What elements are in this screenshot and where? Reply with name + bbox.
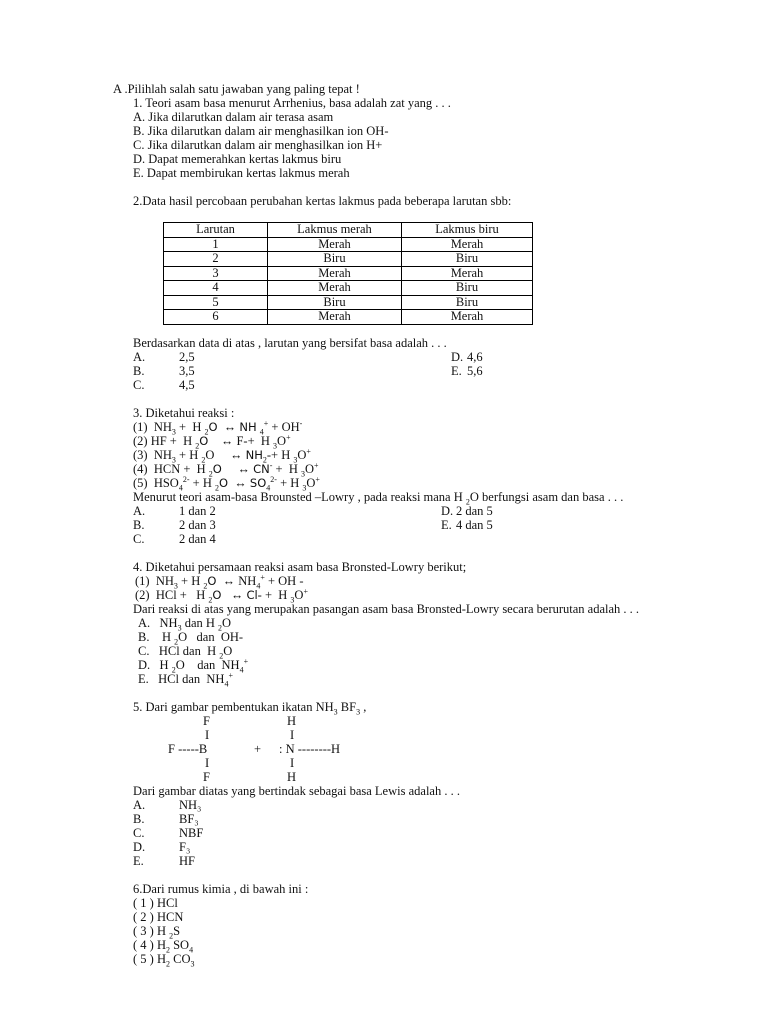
table-cell: Biru <box>268 295 402 310</box>
q1-option-d: D. Dapat memerahkan kertas lakmus biru <box>133 152 342 166</box>
q2-question: Berdasarkan data di atas , larutan yang bersifat basa adalah . . . <box>133 336 447 350</box>
q6-formula-4: ( 4 ) $H_2$ $SO_4$ <box>133 938 194 955</box>
q5-option-c-text: NBF <box>179 826 204 840</box>
q6-formula-1: ( 1 ) HCl <box>133 896 178 910</box>
q3-option-a-letter: A. <box>133 504 146 518</box>
table-cell: Merah <box>402 237 533 252</box>
q3-option-a-text: 1 dan 2 <box>179 504 216 518</box>
q3-question: Menurut teori asam-basa Brounsted –Lowry , pada reaksi mana H $_2$O berfungsi asam dan basa . . . <box>133 490 624 507</box>
q1-option-b: B. Jika dilarutkan dalam air menghasilkan ion OH- <box>133 124 389 138</box>
q6-formula-2: ( 2 ) HCN <box>133 910 184 924</box>
q2-option-c-letter: C. <box>133 378 145 392</box>
table-cell: Biru <box>268 252 402 267</box>
q3-option-b-text: 2 dan 3 <box>179 518 216 532</box>
bond-b-top: I <box>205 728 210 742</box>
table-row <box>164 252 533 267</box>
q6-formula-5: ( 5 ) $H_2$ $CO_3$ <box>133 952 195 969</box>
q2-stem: 2.Data hasil percobaan perubahan kertas lakmus pada beberapa larutan sbb: <box>133 194 512 208</box>
q1-stem: 1. Teori asam basa menurut Arrhenius, basa adalah zat yang . . . <box>133 96 451 110</box>
table-cell: Merah <box>268 266 402 281</box>
q5-stem-part-a: 5. Dari gambar pembentukan ikatan NH <box>133 700 334 714</box>
q3-reaction-1: (1) $NH_3 + H$ $_2$O ↔ NH $_4$+ + OH- <box>133 418 303 437</box>
atom-h-bottom: H <box>287 770 297 784</box>
q3-option-d-letter: D. <box>441 504 454 518</box>
q1-option-e: E. Dapat membirukan kertas lakmus merah <box>133 166 350 180</box>
q5-option-d-letter: D. <box>133 840 146 854</box>
q4-reaction-2: (2) HCl + H $_2$O ↔ Cl- + H $_3$O+ <box>135 586 308 605</box>
q2-option-e-letter: E. <box>451 364 462 378</box>
table-cell: Merah <box>402 266 533 281</box>
q3-question-part-a: Menurut teori asam-basa Brounsted –Lowry , pada reaksi mana H <box>133 490 463 504</box>
table-cell: Merah <box>402 310 533 325</box>
nh3-center: : N --------H <box>279 742 341 756</box>
q4-option-a: A. $NH_3$ dan H $_2$O <box>138 616 232 633</box>
bf3-center: F -----B <box>168 742 208 756</box>
atom-f-top: F <box>203 714 210 728</box>
bond-n-top: I <box>290 728 295 742</box>
q5-option-a-text: NH₃ <box>179 798 202 812</box>
q6-formula-3: ( 3 ) H $_2$S <box>133 924 181 941</box>
section-heading: A .Pilihlah salah satu jawaban yang paling tepat ! <box>113 82 360 96</box>
q3-option-c-text: 2 dan 4 <box>179 532 216 546</box>
table-header-row <box>164 223 533 238</box>
q4-option-e: E. HCl dan $NH_4^+$ <box>138 670 233 689</box>
table-header: Lakmus biru <box>402 223 533 238</box>
table-cell: Merah <box>268 237 402 252</box>
table-cell: Biru <box>402 252 533 267</box>
bond-n-bottom: I <box>290 756 295 770</box>
litmus-table <box>163 222 533 325</box>
q2-option-c-text: 4,5 <box>179 378 195 392</box>
table-cell: Biru <box>402 295 533 310</box>
q2-option-d-letter: D. <box>451 350 464 364</box>
plus-sign: + <box>254 742 262 756</box>
q2-option-b-text: 3,5 <box>179 364 195 378</box>
q3-option-b-letter: B. <box>133 518 145 532</box>
q2-option-a-letter: A. <box>133 350 146 364</box>
table-row <box>164 281 533 296</box>
q6-stem: 6.Dari rumus kimia , di bawah ini : <box>133 882 309 896</box>
q5-option-b-text: BF₃ <box>179 812 199 826</box>
q3-stem: 3. Diketahui reaksi : <box>133 406 235 420</box>
q5-option-d-text: F₃ <box>179 840 191 854</box>
q3-option-d-text: 2 dan 5 <box>456 504 493 518</box>
q4-option-c: C. HCl dan H $_2$O <box>138 644 233 661</box>
table-cell: 2 <box>164 252 268 267</box>
q2-option-a-text: 2,5 <box>179 350 195 364</box>
table-cell: 1 <box>164 237 268 252</box>
q4-question: Dari reaksi di atas yang merupakan pasangan asam basa Bronsted-Lowry secara berurutan adalah . . . <box>133 602 640 616</box>
table-header: Larutan <box>164 223 268 238</box>
q3-option-e-letter: E. <box>441 518 452 532</box>
q4-option-d: D. H $_2$O dan $NH_4^+$ <box>138 656 249 675</box>
atom-f-bottom: F <box>203 770 210 784</box>
table-row <box>164 295 533 310</box>
table-cell: 6 <box>164 310 268 325</box>
q4-stem: 4. Diketahui persamaan reaksi asam basa Bronsted-Lowry berikut; <box>133 560 467 574</box>
table-row <box>164 310 533 325</box>
q2-option-b-letter: B. <box>133 364 145 378</box>
q5-option-c-letter: C. <box>133 826 145 840</box>
table-row <box>164 266 533 281</box>
q5-stem-part-c: , <box>360 700 367 714</box>
table-cell: 3 <box>164 266 268 281</box>
q3-reaction-5: (5) $HSO_4^{2-} + H$ $_2$O ↔ $SO_4^{2-} + H$ $_3$O+ <box>133 474 320 493</box>
table-cell: Merah <box>268 281 402 296</box>
table-cell: Biru <box>402 281 533 296</box>
q5-option-e-letter: E. <box>133 854 144 868</box>
q2-option-d-text: 4,6 <box>467 350 483 364</box>
table-cell: 4 <box>164 281 268 296</box>
q5-option-a-letter: A. <box>133 798 146 812</box>
q3-reaction-3: (3) $NH_3 + H$ $_2$O ↔ $NH_2-+ H$ $_3$O+ <box>133 446 311 465</box>
table-row <box>164 237 533 252</box>
q4-reaction-1: (1) $NH_3 + H$ $_2$O ↔ $NH_4^+$ + OH - <box>135 572 304 591</box>
q3-reaction-4: (4) HCN + H $_2$O ↔ CN- + H $_3$O+ <box>133 460 319 479</box>
bond-b-bottom: I <box>205 756 210 770</box>
q3-option-e-text: 4 dan 5 <box>456 518 493 532</box>
q5-option-b-letter: B. <box>133 812 145 826</box>
q3-reaction-2: (2) HF + H $_2$O ↔ F-+ H $_3$O+ <box>133 432 291 451</box>
q3-question-part-b: O berfungsi asam dan basa . . . <box>469 490 624 504</box>
q3-option-c-letter: C. <box>133 532 145 546</box>
q5-question: Dari gambar diatas yang bertindak sebagai basa Lewis adalah . . . <box>133 784 460 798</box>
q2-option-e-text: 5,6 <box>467 364 483 378</box>
atom-h-top: H <box>287 714 297 728</box>
table-cell: 5 <box>164 295 268 310</box>
q5-stem-part-b: BF <box>337 700 357 714</box>
q5-stem: 5. Dari gambar pembentukan ikatan $NH_3$ $BF_3$ , <box>133 700 367 717</box>
table-cell: Merah <box>268 310 402 325</box>
q1-option-a: A. Jika dilarutkan dalam air terasa asam <box>133 110 334 124</box>
q4-option-b: B. H $_2$O dan OH- <box>138 630 244 647</box>
table-header: Lakmus merah <box>268 223 402 238</box>
q1-option-c: C. Jika dilarutkan dalam air menghasilkan ion H+ <box>133 138 383 152</box>
q5-option-e-text: HF <box>179 854 195 868</box>
